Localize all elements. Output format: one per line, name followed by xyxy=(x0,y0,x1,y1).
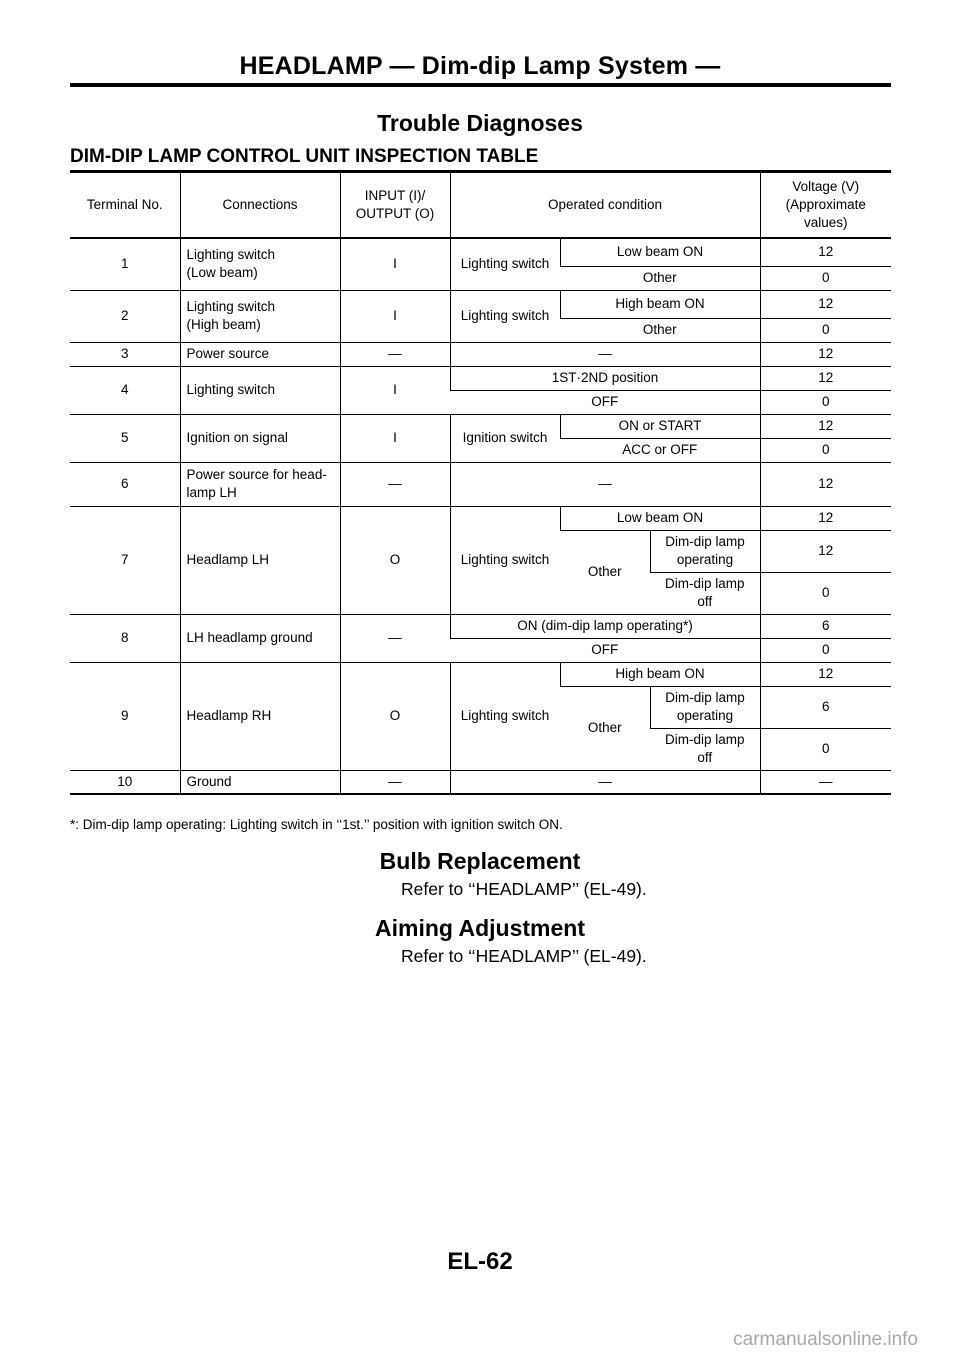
page-number: EL-62 xyxy=(447,1248,513,1275)
voltage-cell: 0 xyxy=(760,390,891,414)
voltage-cell: 0 xyxy=(760,572,891,614)
connection-cell: Headlamp RH xyxy=(180,662,340,770)
condition-cell: ON (dim-dip lamp operating*) xyxy=(450,614,760,638)
header-input-output: INPUT (I)/ OUTPUT (O) xyxy=(340,173,450,238)
condition-cell: 1ST·2ND position xyxy=(450,366,760,390)
bulb-replacement-title: Bulb Replacement xyxy=(379,848,581,874)
header-voltage: Voltage (V) (Approximate values) xyxy=(760,173,891,238)
io-cell: O xyxy=(340,506,450,614)
table-row xyxy=(70,462,891,506)
io-cell: — xyxy=(340,462,450,506)
voltage-cell: — xyxy=(760,770,891,794)
voltage-cell: 12 xyxy=(760,506,891,530)
voltage-cell: 0 xyxy=(760,438,891,462)
condition-cell: ON or START xyxy=(560,414,760,438)
site-watermark: carmanualsonline.info xyxy=(733,1329,918,1350)
condition-cell: — xyxy=(450,462,760,506)
table-row xyxy=(70,290,891,318)
voltage-cell: 12 xyxy=(760,662,891,686)
table-footnote: *: Dim-dip lamp operating: Lighting switch in ‘‘1st.’’ position with ignition switch ON. xyxy=(70,817,563,832)
sub-condition-cell: Dim-dip lamp operating xyxy=(650,686,760,728)
table-row xyxy=(70,238,891,266)
table-row xyxy=(70,342,891,366)
voltage-cell: 12 xyxy=(760,462,891,506)
io-cell: O xyxy=(340,662,450,770)
io-cell: — xyxy=(340,342,450,366)
io-cell: I xyxy=(340,238,450,290)
switch-cell: Ignition switch xyxy=(450,414,560,462)
connection-cell: Power source xyxy=(180,342,340,366)
table-title: DIM-DIP LAMP CONTROL UNIT INSPECTION TABLE xyxy=(70,146,539,167)
io-cell: — xyxy=(340,770,450,794)
condition-cell: ACC or OFF xyxy=(560,438,760,462)
terminal-cell: 6 xyxy=(70,462,180,506)
switch-cell: Lighting switch xyxy=(450,662,560,770)
switch-cell: Lighting switch xyxy=(450,238,560,290)
io-cell: I xyxy=(340,414,450,462)
voltage-cell: 6 xyxy=(760,686,891,728)
condition-cell: Low beam ON xyxy=(560,506,760,530)
header-operated-condition: Operated condition xyxy=(450,173,760,238)
voltage-cell: 12 xyxy=(760,290,891,318)
io-cell: I xyxy=(340,290,450,342)
header-terminal: Terminal No. xyxy=(70,173,180,238)
connection-cell: Ground xyxy=(180,770,340,794)
voltage-cell: 0 xyxy=(760,638,891,662)
condition-cell: Other xyxy=(560,530,650,614)
voltage-cell: 0 xyxy=(760,728,891,770)
condition-cell: Other xyxy=(560,318,760,342)
connection-cell: Lighting switch (Low beam) xyxy=(180,238,340,290)
voltage-cell: 12 xyxy=(760,530,891,572)
io-cell: — xyxy=(340,614,450,662)
sub-condition-cell: Dim-dip lamp off xyxy=(650,728,760,770)
condition-cell: Other xyxy=(560,686,650,770)
switch-cell: Lighting switch xyxy=(450,290,560,342)
voltage-cell: 0 xyxy=(760,266,891,290)
terminal-cell: 9 xyxy=(70,662,180,770)
table-row xyxy=(70,414,891,438)
connection-cell: Lighting switch (High beam) xyxy=(180,290,340,342)
condition-cell: Other xyxy=(560,266,760,290)
connection-cell: LH headlamp ground xyxy=(180,614,340,662)
condition-cell: — xyxy=(450,770,760,794)
sub-condition-cell: Dim-dip lamp off xyxy=(650,572,760,614)
condition-cell: High beam ON xyxy=(560,290,760,318)
condition-cell: OFF xyxy=(450,390,760,414)
condition-cell: High beam ON xyxy=(560,662,760,686)
io-cell: I xyxy=(340,366,450,414)
connection-cell: Headlamp LH xyxy=(180,506,340,614)
terminal-cell: 7 xyxy=(70,506,180,614)
page-header-title: HEADLAMP — Dim-dip Lamp System — xyxy=(239,52,721,80)
condition-cell: Low beam ON xyxy=(560,238,760,266)
sub-condition-cell: Dim-dip lamp operating xyxy=(650,530,760,572)
terminal-cell: 8 xyxy=(70,614,180,662)
voltage-cell: 0 xyxy=(760,318,891,342)
terminal-cell: 5 xyxy=(70,414,180,462)
table-row xyxy=(70,366,891,390)
terminal-cell: 2 xyxy=(70,290,180,342)
condition-cell: — xyxy=(450,342,760,366)
voltage-cell: 12 xyxy=(760,366,891,390)
voltage-cell: 12 xyxy=(760,342,891,366)
aiming-adjustment-title: Aiming Adjustment xyxy=(375,915,585,941)
table-row xyxy=(70,506,891,530)
terminal-cell: 3 xyxy=(70,342,180,366)
connection-cell: Lighting switch xyxy=(180,366,340,414)
connection-cell: Ignition on signal xyxy=(180,414,340,462)
inspection-table-wrap xyxy=(70,170,891,795)
terminal-cell: 4 xyxy=(70,366,180,414)
aiming-adjustment-text: Refer to ‘‘HEADLAMP’’ (EL-49). xyxy=(401,946,647,966)
table-row xyxy=(70,770,891,794)
table-body xyxy=(70,238,891,794)
condition-cell: OFF xyxy=(450,638,760,662)
table-row xyxy=(70,614,891,638)
voltage-cell: 12 xyxy=(760,414,891,438)
terminal-cell: 10 xyxy=(70,770,180,794)
voltage-cell: 12 xyxy=(760,238,891,266)
voltage-cell: 6 xyxy=(760,614,891,638)
inspection-table xyxy=(70,173,891,795)
bulb-replacement-text: Refer to ‘‘HEADLAMP’’ (EL-49). xyxy=(401,879,647,899)
table-row xyxy=(70,662,891,686)
connection-cell: Power source for head- lamp LH xyxy=(180,462,340,506)
header-connections: Connections xyxy=(180,173,340,238)
header-rule xyxy=(70,83,891,87)
switch-cell: Lighting switch xyxy=(450,506,560,614)
terminal-cell: 1 xyxy=(70,238,180,290)
section-title: Trouble Diagnoses xyxy=(377,110,583,136)
